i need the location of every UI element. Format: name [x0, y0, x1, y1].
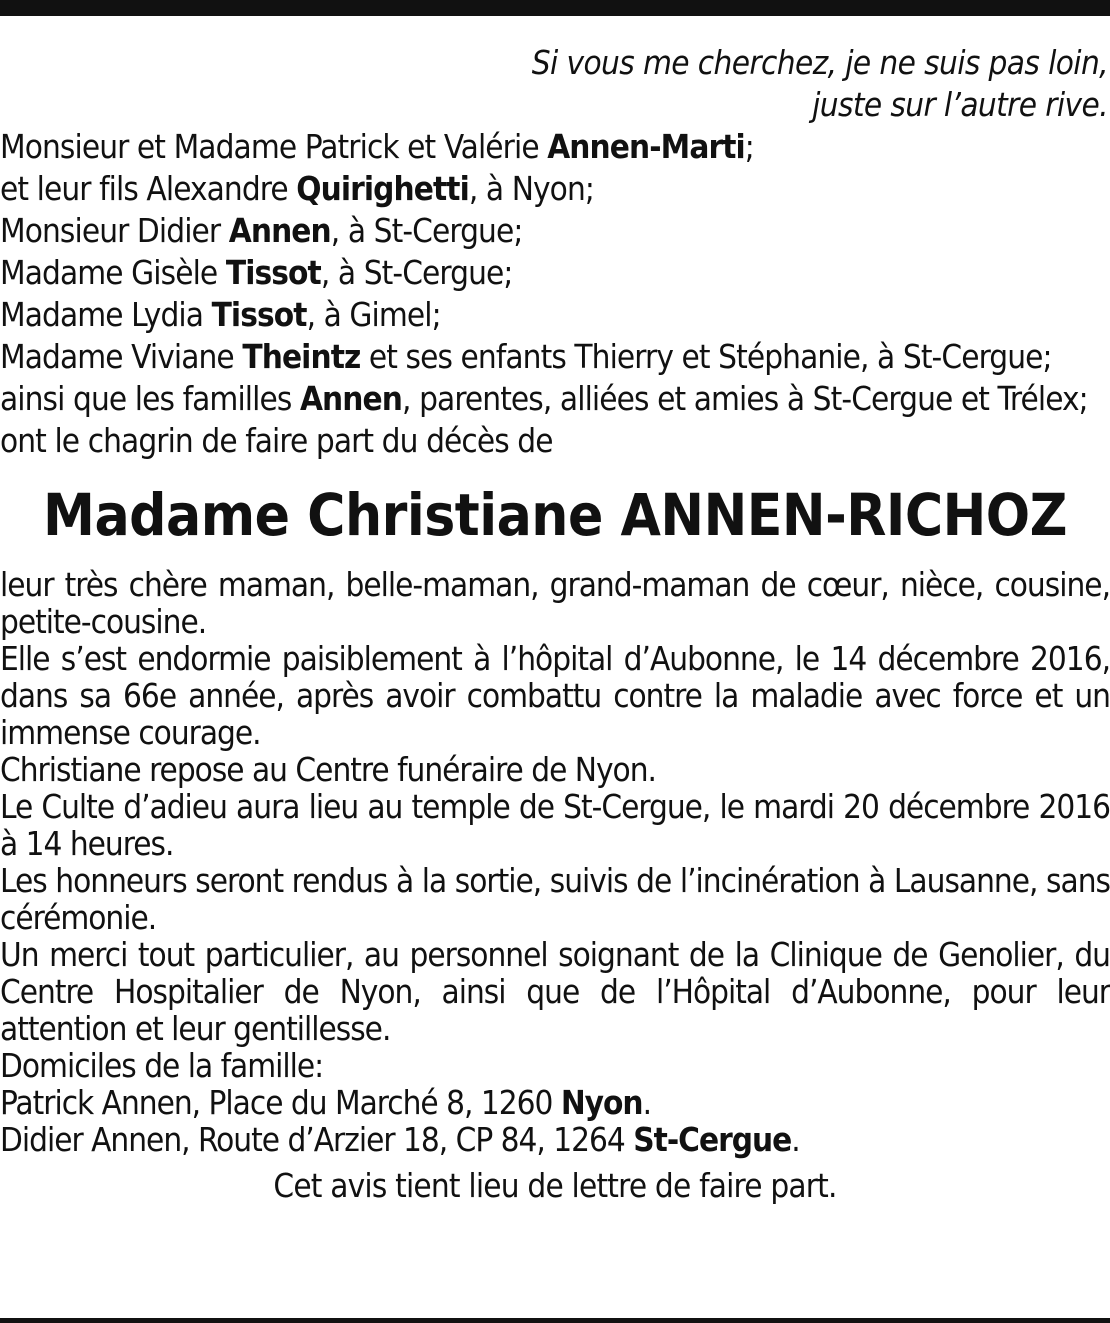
- thanks-paragraph: Un merci tout particulier, au personnel soignant de la Clinique de Genolier, du Centre Hospitalier de Nyon, ainsi que de l’Hôpital d’Aubonne, pour leur attention et leur gentillesse.: [0, 935, 1110, 1048]
- epigraph-quote: [0, 42, 1110, 126]
- family-text: Madame Viviane: [0, 337, 243, 376]
- repose-paragraph: Christiane repose au Centre funéraire de Nyon.: [0, 750, 656, 789]
- passing-paragraph: Elle s’est endormie paisiblement à l’hôpital d’Aubonne, le 14 décembre 2016, dans sa 66e année, après avoir combattu contre la maladie avec force et un immense courage.: [0, 639, 1110, 752]
- family-text: et ses enfants Thierry et Stéphanie, à St-Cergue;: [360, 337, 1052, 376]
- closing-note: Cet avis tient lieu de lettre de faire part.: [273, 1166, 837, 1205]
- family-text: Madame Gisèle: [0, 253, 226, 292]
- address-text: Patrick Annen, Place du Marché 8, 1260: [0, 1083, 561, 1122]
- honours-paragraph: Les honneurs seront rendus à la sortie, suivis de l’incinération à Lausanne, sans cérémonie.: [0, 861, 1110, 937]
- family-surname: Annen: [228, 211, 331, 250]
- family-line: [0, 168, 1110, 210]
- family-surname: Annen-Marti: [547, 127, 745, 166]
- family-text: Monsieur Didier: [0, 211, 229, 250]
- top-border-rule: [0, 0, 1110, 16]
- family-list: [0, 126, 1110, 462]
- family-text: , parentes, alliées et amies à St-Cergue et Trélex;: [402, 379, 1088, 418]
- family-text: ainsi que les familles: [0, 379, 300, 418]
- family-text: , à St-Cergue;: [320, 253, 513, 292]
- family-text: , à Gimel;: [306, 295, 441, 334]
- family-text: , à St-Cergue;: [330, 211, 523, 250]
- announcement-line: ont le chagrin de faire part du décès de: [0, 421, 553, 460]
- address-text: .: [791, 1120, 800, 1159]
- family-text: , à Nyon;: [468, 169, 594, 208]
- family-text: Madame Lydia: [0, 295, 212, 334]
- family-surname: Annen: [299, 379, 403, 418]
- notice-body: [0, 566, 1110, 1047]
- address-text: .: [642, 1083, 652, 1122]
- family-text: et leur fils Alexandre: [0, 169, 297, 208]
- quote-line-2: juste sur l’autre rive.: [812, 85, 1108, 124]
- family-domiciles: [0, 1047, 1110, 1158]
- family-line: [0, 294, 1110, 336]
- domiciles-heading: Domiciles de la famille:: [0, 1046, 324, 1085]
- family-line: [0, 252, 1110, 294]
- address-town: Nyon: [560, 1083, 643, 1122]
- family-text: Monsieur et Madame Patrick et Valérie: [0, 127, 548, 166]
- family-line: [0, 336, 1110, 378]
- address-text: Didier Annen, Route d’Arzier 18, CP 84, 1264: [0, 1120, 634, 1159]
- obituary-notice: [0, 42, 1110, 1206]
- deceased-name-heading: Madame Christiane ANNEN-RICHOZ: [43, 481, 1067, 549]
- family-text: ;: [744, 127, 754, 166]
- family-surname: Theintz: [242, 337, 361, 376]
- ceremony-paragraph: Le Culte d’adieu aura lieu au temple de St-Cergue, le mardi 20 décembre 2016 à 14 heures.: [0, 787, 1110, 863]
- family-line: [0, 378, 1110, 420]
- family-surname: Tissot: [211, 295, 307, 334]
- family-surname: Tissot: [225, 253, 321, 292]
- bottom-border-rule: [0, 1318, 1110, 1323]
- relation-paragraph: leur très chère maman, belle-maman, grand-maman de cœur, nièce, cousine, petite-cousine.: [0, 565, 1110, 641]
- family-line: [0, 126, 1110, 168]
- domicile-address: [0, 1121, 1110, 1158]
- family-surname: Quirighetti: [296, 169, 469, 208]
- quote-line-1: Si vous me cherchez, je ne suis pas loin,: [531, 43, 1108, 82]
- address-town: St-Cergue: [633, 1120, 792, 1159]
- domicile-address: [0, 1084, 1110, 1121]
- family-line: [0, 210, 1110, 252]
